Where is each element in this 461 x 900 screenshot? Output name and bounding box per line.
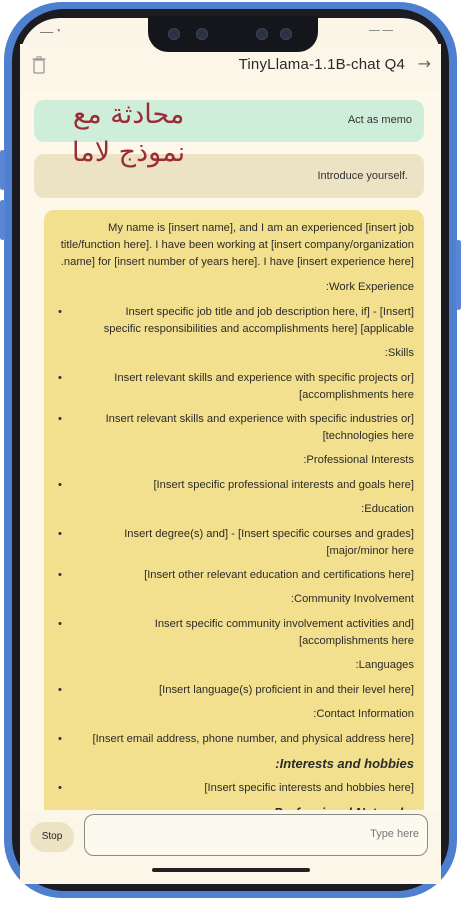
camera-icon bbox=[280, 28, 292, 40]
input-bar bbox=[20, 810, 441, 884]
list-item: [Insert other relevant education and certifications here] • bbox=[58, 567, 414, 584]
section-heading: Skills: bbox=[384, 347, 414, 359]
screen bbox=[20, 18, 441, 884]
status-bar-left: ـــــ ⋆ bbox=[40, 26, 62, 36]
model-title: TinyLlama-1.1B-chat Q4 bbox=[238, 56, 405, 73]
bold-heading: Interests and hobbies: bbox=[275, 756, 414, 771]
input-placeholder: Type here bbox=[370, 828, 419, 840]
volume-down-button bbox=[0, 200, 5, 240]
assistant-message-text bbox=[58, 220, 414, 829]
message-input[interactable] bbox=[84, 814, 428, 856]
home-indicator[interactable] bbox=[152, 868, 310, 872]
list-item: [Insert specific interests and hobbies here] • bbox=[58, 780, 414, 797]
volume-up-button bbox=[0, 150, 5, 190]
overlay-caption-line2: نموذج لاما bbox=[72, 137, 186, 168]
section-heading: Professional Interests: bbox=[303, 454, 414, 466]
system-prompt-text: Act as memo bbox=[347, 114, 412, 126]
list-item: [Insert language(s) proficient in and their level here] • bbox=[58, 682, 414, 699]
status-bar-right: ــــ ــــ bbox=[369, 24, 393, 34]
sensor-icon bbox=[256, 28, 268, 40]
overlay-caption-line1: محادثة مع bbox=[72, 99, 185, 130]
list-item: [Insert] - [Insert specific job title and job description here, if applicable] [specific responsibilities and accomplishments here • bbox=[58, 304, 414, 338]
list-item: [Insert relevant skills and experience with specific industries or technologies here] • bbox=[58, 411, 414, 445]
section-heading: Languages: bbox=[355, 659, 414, 671]
section-heading: Community Involvement: bbox=[290, 593, 414, 605]
overlay-caption bbox=[72, 96, 185, 172]
list-item: [Insert specific community involvement activities and accomplishments here] • bbox=[58, 616, 414, 650]
arrow-right-icon[interactable]: → bbox=[417, 54, 431, 73]
list-item: [Insert specific courses and grades] - [Insert degree(s) and major/minor here] • bbox=[58, 526, 414, 560]
list-item: [Insert specific professional interests and goals here] • bbox=[58, 477, 414, 494]
chat-area[interactable] bbox=[20, 90, 441, 810]
assistant-message-bubble bbox=[44, 210, 424, 810]
power-button bbox=[456, 240, 461, 310]
user-message-text: Introduce yourself. bbox=[317, 170, 408, 182]
intro-paragraph: My name is [insert name], and I am an experienced [insert job title/function here]. I have been working at [insert company/organization name] for [insert number of years here]. I have [insert experience here]. bbox=[60, 222, 414, 268]
camera-notch bbox=[148, 16, 318, 52]
section-heading: Education: bbox=[361, 503, 414, 515]
section-heading: Contact Information: bbox=[313, 708, 414, 720]
section-heading: Work Experience: bbox=[325, 281, 414, 293]
stop-button[interactable]: Stop bbox=[30, 822, 74, 852]
list-item: [Insert relevant skills and experience with specific projects or accomplishments here] • bbox=[58, 370, 414, 404]
list-item: [Insert email address, phone number, and physical address here] • bbox=[58, 731, 414, 748]
sensor-icon bbox=[196, 28, 208, 40]
trash-icon[interactable] bbox=[32, 56, 46, 74]
camera-icon bbox=[168, 28, 180, 40]
